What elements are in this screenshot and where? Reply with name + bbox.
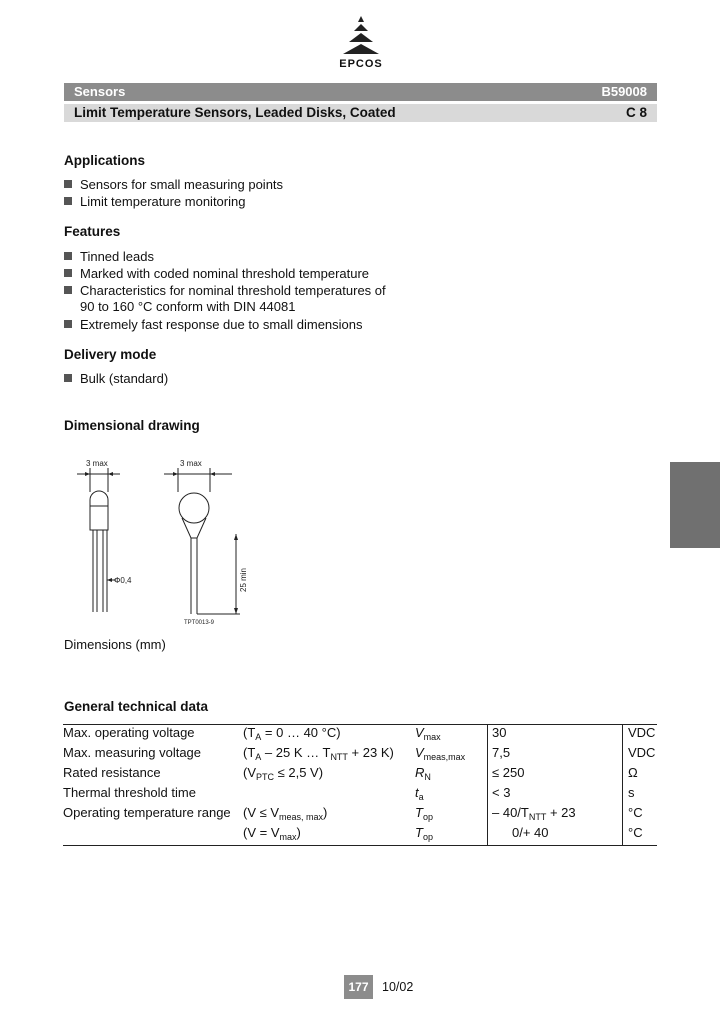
table-row: Max. operating voltage ($T_A = 0$ … 40 °C) $V_{max}$ 30 VDC bbox=[63, 725, 657, 746]
section-label: Sensors bbox=[74, 84, 126, 99]
tech-heading: General technical data bbox=[64, 699, 209, 714]
list-item: Sensors for small measuring points bbox=[64, 176, 283, 193]
page-date: 10/02 bbox=[382, 980, 414, 994]
section-bar bbox=[64, 83, 657, 101]
list-item: Characteristics for nominal threshold temperatures of bbox=[64, 282, 386, 299]
drawing-ref: TPT0013-9 bbox=[184, 620, 215, 626]
dimensional-drawing bbox=[64, 452, 254, 632]
dim-label-left: 3 max bbox=[86, 459, 108, 468]
list-item: Bulk (standard) bbox=[64, 370, 168, 387]
list-item: Tinned leads bbox=[64, 248, 154, 265]
drawing-caption: Dimensions (mm) bbox=[64, 637, 166, 652]
lead-diameter-label: Φ0,4 bbox=[114, 576, 132, 585]
delivery-heading: Delivery mode bbox=[64, 347, 157, 362]
list-item: Limit temperature monitoring bbox=[64, 193, 245, 210]
table-row: Rated resistance ($V_{PTC} \le 2,5$ V) $R_N$ ≤ 250 Ω bbox=[63, 765, 657, 785]
table-row: Operating temperature range $(V \le V_{meas, max})$ $T_{op}$ – $40/T_{NTT} + 23$ °C bbox=[63, 805, 657, 825]
page-number: 177 bbox=[344, 975, 373, 999]
section-side-tab bbox=[670, 462, 720, 548]
title-code: C 8 bbox=[625, 105, 647, 120]
table-row: $(V = V_{max})$ $T_{op}$ 0/+ 40 °C bbox=[63, 825, 657, 846]
drawing-heading: Dimensional drawing bbox=[64, 418, 200, 433]
applications-heading: Applications bbox=[64, 153, 146, 168]
brand-name: EPCOS bbox=[339, 58, 383, 70]
length-label: 25 min bbox=[239, 567, 248, 592]
part-number: B59008 bbox=[601, 84, 647, 99]
table-row: Max. measuring voltage ($T_A - 25$ K … $T_{NTT} + 23$ K) $V_{meas,max}$ 7,5 VDC bbox=[63, 745, 657, 765]
list-item: Extremely fast response due to small dimensions bbox=[64, 316, 363, 333]
list-item-continuation: 90 to 160 °C conform with DIN 44081 bbox=[80, 299, 296, 314]
features-heading: Features bbox=[64, 224, 121, 239]
tech-data-table bbox=[63, 724, 657, 846]
dim-label-right: 3 max bbox=[180, 459, 202, 468]
page-title: Limit Temperature Sensors, Leaded Disks, Coated bbox=[74, 105, 396, 120]
list-item: Marked with coded nominal threshold temperature bbox=[64, 265, 369, 282]
title-bar bbox=[64, 104, 657, 122]
table-row: Thermal threshold time $t_a$ < 3 s bbox=[63, 785, 657, 805]
